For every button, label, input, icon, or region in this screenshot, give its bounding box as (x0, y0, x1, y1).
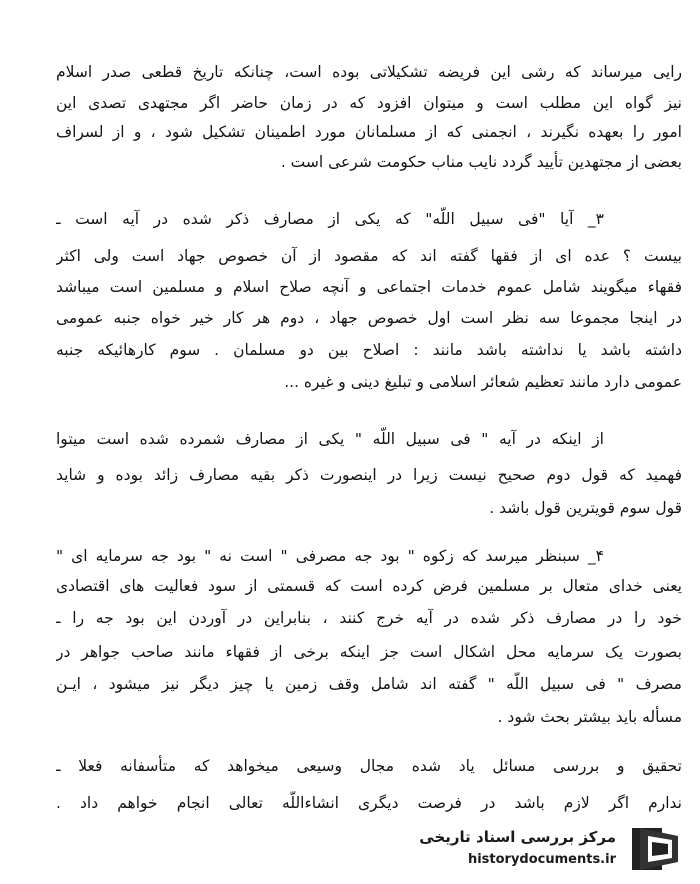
text-line: یعنی خدای متعال بر مسلمین فرض کرده است که قسمتی از سود فعالیت های اقتصادی (56, 577, 682, 595)
text-line: امور را بعهده نگیرند ، انجمنی که از مسلمانان مورد اطمینان تشکیل شود ، و از لسراف (56, 123, 682, 141)
archive-logo-icon (622, 822, 688, 876)
text-line: ۴_ سبنظر میرسد که زکوه " بود جه مصرفی " است نه " بود جه سرمایه ای " (56, 547, 604, 565)
watermark-title: مرکز بررسی اسناد تاریخی (419, 828, 616, 846)
text-line: قول سوم قویترین قول باشد . (489, 499, 682, 517)
text-line: فهمید که قول دوم صحیح نیست زیرا در اینصورت ذکر بقیه مصارف زائد بوده و شاید (56, 466, 682, 484)
text-line: مسأله باید بیشتر بحث شود . (497, 708, 682, 726)
text-line: رایی میرساند که رشی این فریضه تشکیلاتی بوده است، چنانکه تاریخ قطعی صدر اسلام (56, 63, 682, 81)
text-line: از اینکه در آیه " فی سبیل اللّه " یکی از مصارف شمرده شده است میتوا (56, 430, 604, 448)
text-line: عمومی دارد مانند تعظیم شعائر اسلامی و تبلیغ دینی و غیره ... (284, 373, 682, 391)
text-line: بیست ؟ عده ای از فقها گفته اند که مقصود از آن خصوص جهاد است ولی اکثر (56, 247, 682, 265)
watermark-url: historydocuments.ir (467, 852, 616, 867)
text-line: داشته باشد یا نداشته باشد مانند : اصلاح بین دو مسلمان . سوم کارهائیکه جنبه (56, 341, 682, 359)
text-line: نیز گواه این مطلب است و میتوان افزود که در زمان حاضر اگر مجتهدی تصدی این (56, 94, 682, 112)
text-line: مصرف " فی سبیل اللّه " گفته اند شامل وقف زمین یا چیز دیگر نیز میشود ، ایـن (56, 675, 682, 693)
text-line: ۳_ آیا "فی سبیل اللّه" که یکی از مصارف ذکر شده در آیه است ـ (56, 210, 604, 228)
text-line: خود را در مصارف ذکر شده در آیه خرج کنند ، بنابراین در آوردن این بود جه را ـ (56, 609, 682, 627)
text-line: بصورت یک سرمایه محل اشکال است جز اینکه برخی از فقهاء مانند صاحب جواهر در (56, 643, 682, 661)
text-line: فقهاء میگویند شامل عموم خدمات اجتماعی و آنچه صلاح اسلام و مسلمین است میباشد (56, 278, 682, 296)
text-line: ندارم اگر لازم باشد در فرصت دیگری انشاءاللّه تعالی انجام خواهم داد . (56, 794, 682, 812)
text-line: تحقیق و بررسی مسائل یاد شده مجال وسیعی میخواهد که متأسفانه فعلا ـ (56, 757, 682, 775)
watermark (410, 820, 692, 878)
text-line: بعضی از مجتهدین تأیید گردد نایب مناب حکومت شرعی است . (280, 153, 682, 171)
text-line: در اینجا مجموعا سه نظر است اول خصوص جهاد ، دوم هر کار خیر خواه جنبه عمومی (56, 309, 682, 327)
